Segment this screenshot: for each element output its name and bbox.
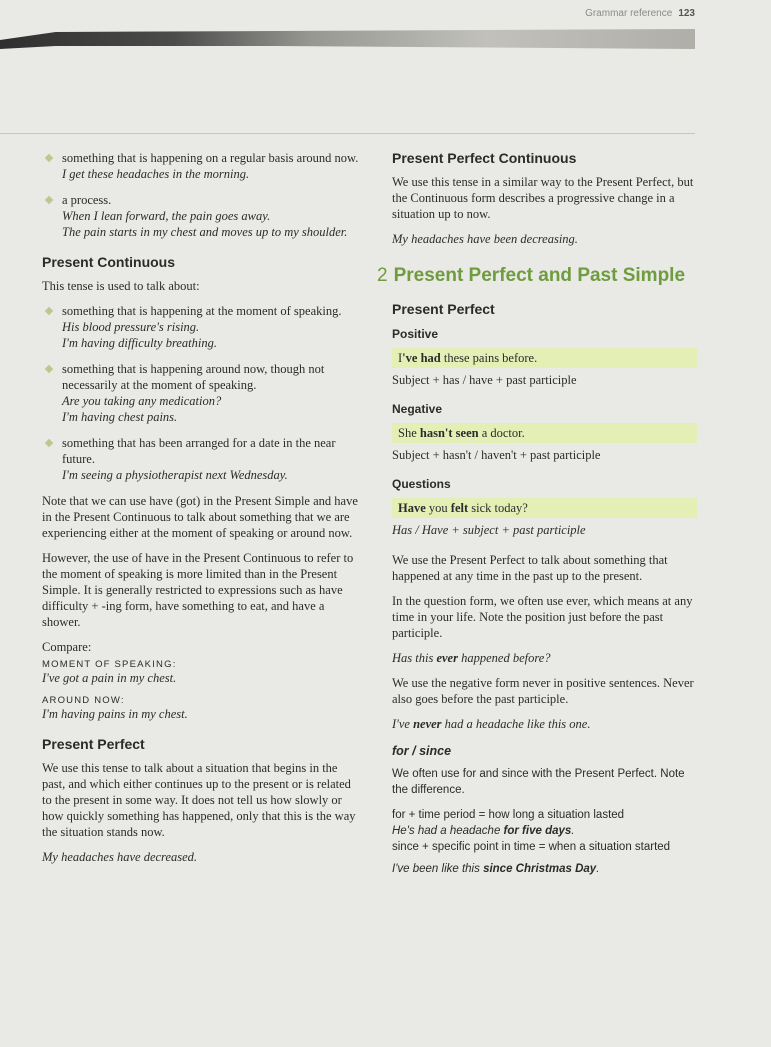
example: The pain starts in my chest and moves up to my shoulder. xyxy=(62,225,348,239)
body-paragraph: We use the Present Perfect to talk about something that happened at any time in the past up to the present. xyxy=(392,553,668,583)
example: I've been like this since Christmas Day. xyxy=(392,863,600,875)
example: My headaches have been decreasing. xyxy=(392,232,578,246)
highlighted-example: I've had these pains before. xyxy=(392,348,697,368)
list-item xyxy=(42,303,360,351)
bullet-diamond-icon xyxy=(45,365,53,373)
list-item xyxy=(42,150,360,182)
example: I've got a pain in my chest. xyxy=(42,671,177,685)
around-label: AROUND NOW: xyxy=(42,695,125,706)
bullet-text: something that is happening at the moment of speaking. xyxy=(62,304,342,318)
list-item xyxy=(42,192,360,240)
running-header xyxy=(585,8,695,19)
example: My headaches have decreased. xyxy=(42,850,198,864)
body-paragraph: We often use for and since with the Present Perfect. Note the difference. xyxy=(392,768,685,796)
example: Has this ever happened before? xyxy=(392,651,551,665)
formula: Has / Have + subject + past participle xyxy=(392,523,586,537)
list-item xyxy=(42,435,360,483)
bullet-diamond-icon xyxy=(45,439,53,447)
example: I get these headaches in the morning. xyxy=(62,167,250,181)
example: His blood pressure's rising. xyxy=(62,320,200,334)
positive-label: Positive xyxy=(392,327,439,341)
note-paragraph: Note that we can use have (got) in the Present Simple and have in the Present Continuous to talk about something that we are experiencing either at the moment of speaking or around now. xyxy=(42,494,358,540)
example: I'm seeing a physiotherapist next Wednesday. xyxy=(62,468,288,482)
questions-label: Questions xyxy=(392,477,451,491)
negative-label: Negative xyxy=(392,402,443,416)
section-title-text: Present Perfect and Past Simple xyxy=(393,265,686,286)
decorative-brush-stroke xyxy=(0,29,695,49)
example: I've never had a headache like this one. xyxy=(392,717,591,731)
heading-present-perfect-continuous: Present Perfect Continuous xyxy=(392,150,577,166)
bullet-text: something that is happening around now, though not necessarily at the moment of speaking. xyxy=(62,362,325,392)
formula: Subject + has / have + past participle xyxy=(392,373,577,387)
body-paragraph: In the question form, we often use ever, which means at any time in your life. Note the position just before the past participle. xyxy=(392,594,693,640)
highlighted-example: Have you felt sick today? xyxy=(392,498,697,518)
bullet-text: something that is happening on a regular basis around now. xyxy=(62,151,359,165)
list-item xyxy=(42,361,360,425)
heading-present-perfect: Present Perfect xyxy=(392,301,495,317)
bullet-diamond-icon xyxy=(45,154,53,162)
body-paragraph: We use this tense to talk about a situation that begins in the past, and which either continues up to the present or is related to the present in some way. It does not tell us how slowly or how quickly something has happened, only that this is the way the situation stands now. xyxy=(42,761,356,839)
heading-for-since: for / since xyxy=(392,744,452,758)
header-section: Grammar reference xyxy=(585,8,673,19)
left-column xyxy=(42,150,360,874)
note-paragraph: However, the use of have in the Present Continuous to refer to the moment of speaking is more limited than in the Present Simple. It is generally restricted to expressions such as have difficulty + -ing form, have something to eat, and have a shower. xyxy=(42,551,354,629)
example: He's had a headache for five days. xyxy=(392,825,575,837)
right-column xyxy=(377,150,697,877)
highlighted-example: She hasn't seen a doctor. xyxy=(392,423,697,443)
for-rule: for + time period = how long a situation lasted xyxy=(392,809,625,821)
since-rule: since + specific point in time = when a situation started xyxy=(392,841,671,853)
compare-label: Compare: xyxy=(42,640,92,654)
bullet-diamond-icon xyxy=(45,307,53,315)
example: I'm having difficulty breathing. xyxy=(62,336,217,350)
divider xyxy=(0,133,695,134)
intro-text: This tense is used to talk about: xyxy=(42,279,200,293)
moment-label: MOMENT OF SPEAKING: xyxy=(42,659,177,670)
heading-present-continuous: Present Continuous xyxy=(42,254,176,270)
section-number: 2 xyxy=(377,265,388,286)
example: Are you taking any medication? xyxy=(62,394,222,408)
body-paragraph: We use the negative form never in positive sentences. Never also goes before the past participle. xyxy=(392,676,694,706)
page-number: 123 xyxy=(678,8,695,19)
example: I'm having chest pains. xyxy=(62,410,178,424)
example: I'm having pains in my chest. xyxy=(42,707,188,721)
bullet-diamond-icon xyxy=(45,196,53,204)
bullet-text: a process. xyxy=(62,193,112,207)
body-paragraph: We use this tense in a similar way to the Present Perfect, but the Continuous form describes a progressive change in a situation up to now. xyxy=(392,175,694,221)
heading-present-perfect: Present Perfect xyxy=(42,736,145,752)
formula: Subject + hasn't / haven't + past participle xyxy=(392,448,601,462)
example: When I lean forward, the pain goes away. xyxy=(62,209,271,223)
bullet-text: something that has been arranged for a date in the near future. xyxy=(62,436,336,466)
section-title xyxy=(377,265,697,287)
